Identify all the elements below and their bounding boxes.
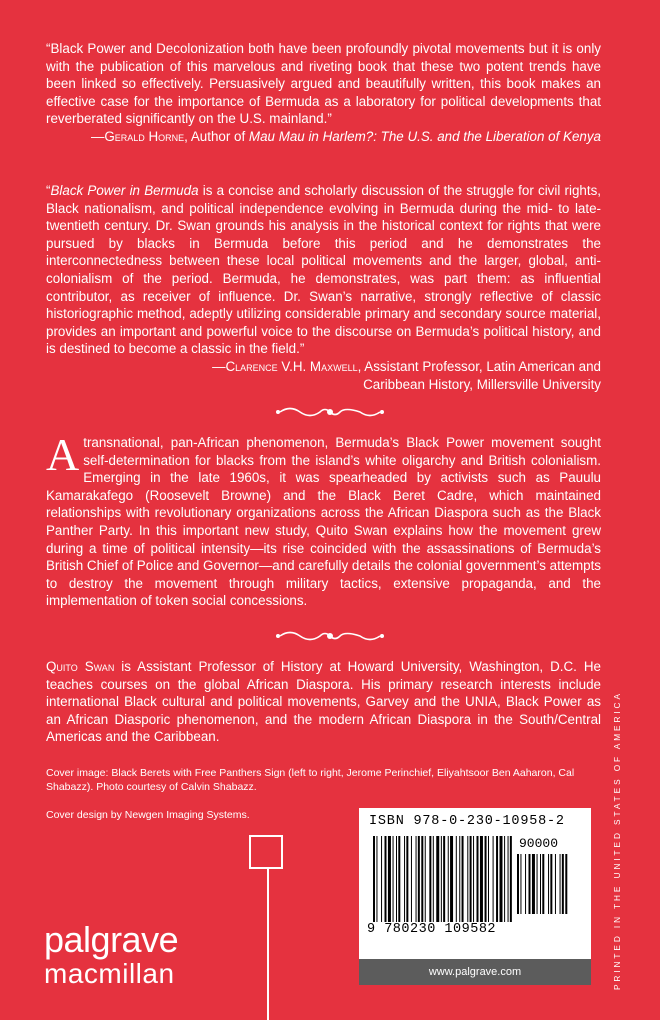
book-description <box>46 429 602 610</box>
ornament-divider-1 <box>270 402 390 422</box>
cover-design-credit: Cover design by Newgen Imaging Systems. <box>46 809 250 821</box>
logo-square <box>249 835 283 869</box>
author-bio <box>46 658 601 746</box>
book-title-italic: Black Power in Bermuda <box>50 183 199 198</box>
blurb-horne-attribution: —Gerald Horne, Author of Mau Mau in Harlem?: The U.S. and the Liberation of Kenya <box>90 128 601 144</box>
price-code: 90000 <box>519 836 559 851</box>
barcode-ean13 <box>373 836 513 922</box>
publisher-url: www.palgrave.com <box>359 959 591 985</box>
blurb-maxwell-text: is a concise and scholarly discussion of the struggle for civil rights, Black nationalism, and political independence evolving in Bermuda during the mid- to late-twentieth century. Dr. Swan grounds his analysis in the historical context for rights that were pursued by blacks in Bermuda before this period and he demonstrates the interconnectedness between these local political movements and the larger, global, anti-colonialism of the period. Bermuda, he demonstrates, was part them: as influential contributor, as receiver of influence. Dr. Swan’s narrative, strongly reflective of classic historiographic method, adeptly utilizing considerable primary and secondary source material, provides an important and powerful voice to the discourse on Bermuda’s political history, and is destined to become a classic in the field.” <box>46 183 601 357</box>
cover-image-credit: Cover image: Black Berets with Free Panthers Sign (left to right, Jerome Perinchief, Eliyahtsoor Ben Aaharon, Cal Shabazz). Photo courtesy of Calvin Shabazz. <box>46 767 575 793</box>
blurb-maxwell-affiliation: Caribbean History, Millersville University <box>363 376 601 392</box>
blurb-maxwell: “Black Power in Bermuda is a concise and scholarly discussion of the struggle for civil rights, Black nationalism, and political independence evolving in Bermuda during the mid- to late-twentieth century. Dr. Swan grounds his analysis in the historical context for rights that were pursued by blacks in Bermuda before this period and he demonstrates the interconnectedness between these local political movements and the larger, global, anti-colonialism of the period. Bermuda, he demonstrates, was part them: as influential contributor, as receiver of influence. Dr. Swan’s narrative, strongly reflective of classic historiographic method, adeptly utilizing considerable primary and secondary source material, provides an important and powerful voice to the discourse on Bermuda’s political history, and is destined to become a classic in the field.” —Clarence V.H. Maxwell, Assistant Professor, Latin American and Caribbean History, Millersville University <box>46 183 601 392</box>
logo-macmillan: macmillan <box>44 958 175 989</box>
blurb-maxwell-attribution: —Clarence V.H. Maxwell, Assistant Professor, Latin American and <box>212 358 601 374</box>
barcode-panel <box>359 808 591 985</box>
ornament-divider-2 <box>270 626 390 646</box>
printed-in-usa: PRINTED IN THE UNITED STATES OF AMERICA <box>612 691 622 990</box>
isbn-label: ISBN 978-0-230-10958-2 <box>369 814 565 829</box>
logo-palgrave: palgrave <box>44 919 179 960</box>
barcode-addon <box>517 854 579 914</box>
publisher-logo <box>44 919 179 989</box>
barcode-number: 9 780230 109582 <box>367 922 497 937</box>
description-text: transnational, pan-African phenomenon, Bermuda’s Black Power movement sought self-determination for blacks from the island’s white oligarchy and British colonialism. Emerging in the late 1960s, it was spearheaded by activists such as Pauulu Kamarakafego (Roosevelt Browne) and the Black Beret Cadre, which maintained relationships with revolutionary organizations across the African Diaspora such as the Black Panther Party. In this important new study, Quito Swan explains how the movement grew during a time of political intensity—its rise coincided with the assassinations of Bermuda’s British Chief of Police and Governor—and carefully details the colonial government’s attempts to destroy the movement through military tactics, extensive propaganda, and the implementation of token social concessions. <box>46 435 602 609</box>
blurb-horne-text: “Black Power and Decolonization both have been profoundly pivotal movements but it is only with the publication of this marvelous and riveting book that these two potent trends have been linked so effectively. Persuasively argued and beautifully written, this book makes an effective case for the importance of Bermuda as a laboratory for political developments that reverberated significantly on the U.S. mainland.” <box>46 41 601 127</box>
author-bio-text: is Assistant Professor of History at Howard University, Washington, D.C. He teaches courses on the global African Diaspora. His primary research interests include international Black cultural and political movements, Garvey and the UNIA, Black Power as an African Diasporic phenomenon, and the modern African Diaspora in the South/Central Americas and the Caribbean. <box>46 659 601 745</box>
drop-cap: A <box>46 429 80 480</box>
blurb-horne <box>46 40 601 146</box>
author-name: Quito Swan <box>46 659 115 674</box>
